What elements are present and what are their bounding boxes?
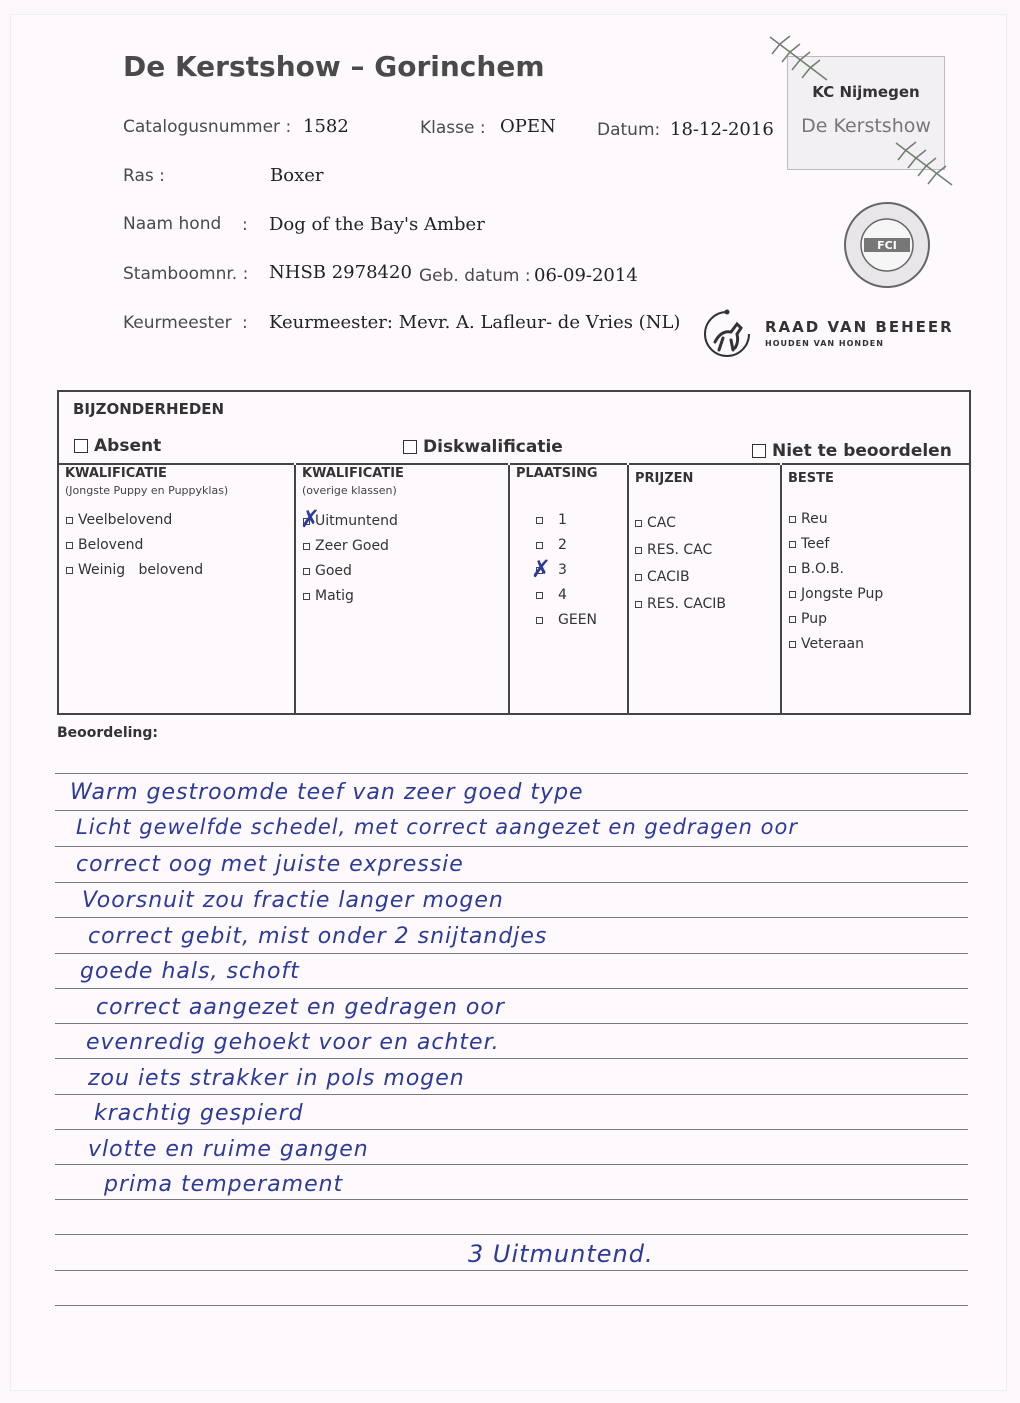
option-cacib[interactable]: CACIB bbox=[635, 569, 690, 585]
pine-branch-icon bbox=[888, 135, 958, 190]
option-pup[interactable]: Pup bbox=[789, 611, 827, 627]
kwalificatie-puppy-column bbox=[59, 465, 296, 715]
plaatsing-column bbox=[510, 465, 629, 715]
option-bob[interactable]: B.O.B. bbox=[789, 561, 844, 577]
ruled-line bbox=[55, 1305, 968, 1306]
breed-value: Boxer bbox=[270, 165, 324, 186]
handwritten-line: zou iets strakker in pols mogen bbox=[88, 1066, 465, 1091]
fci-text: FCI bbox=[877, 239, 897, 252]
ruled-line bbox=[55, 1023, 968, 1024]
option-matig[interactable]: Matig bbox=[303, 588, 354, 604]
date-value: 18-12-2016 bbox=[670, 119, 774, 140]
dog-name-value: Dog of the Bay's Amber bbox=[269, 214, 485, 235]
option-goed[interactable]: Goed bbox=[303, 563, 352, 579]
option-veelbelovend[interactable]: Veelbelovend bbox=[66, 512, 172, 528]
pedigree-value: NHSB 2978420 bbox=[269, 262, 412, 283]
handwritten-line: vlotte en ruime gangen bbox=[88, 1137, 369, 1162]
handwritten-result: 3 Uitmuntend. bbox=[468, 1240, 654, 1268]
option-veteraan[interactable]: Veteraan bbox=[789, 636, 864, 652]
option-weinig-belovend[interactable]: Weinig belovend bbox=[66, 562, 203, 578]
ruled-line bbox=[55, 1164, 968, 1165]
option-uitmuntend[interactable]: Uitmuntend bbox=[303, 513, 398, 529]
ruled-line bbox=[55, 1234, 968, 1235]
judge-value: Keurmeester: Mevr. A. Lafleur- de Vries (NL) bbox=[269, 312, 681, 333]
prijzen-column bbox=[629, 465, 782, 715]
ruled-line bbox=[55, 1058, 968, 1059]
fci-logo-icon bbox=[842, 200, 932, 290]
ruled-line bbox=[55, 1270, 968, 1271]
rvb-title: RAAD VAN BEHEER bbox=[765, 318, 954, 336]
handwritten-check-mark: ✗ bbox=[300, 505, 321, 533]
rvb-subtitle: HOUDEN VAN HONDEN bbox=[765, 339, 884, 348]
beste-column bbox=[782, 465, 969, 715]
diskwalificatie-checkbox[interactable] bbox=[403, 437, 563, 457]
ruled-line bbox=[55, 810, 968, 811]
handwritten-line: evenredig gehoekt voor en achter. bbox=[86, 1030, 500, 1055]
handwritten-line: correct aangezet en gedragen oor bbox=[96, 995, 505, 1020]
absent-checkbox[interactable] bbox=[74, 436, 161, 456]
logo-kc-text: KC Nijmegen bbox=[812, 83, 920, 101]
judge-label: Keurmeester bbox=[123, 313, 232, 333]
niet-beoordelen-label: Niet te beoordelen bbox=[772, 441, 952, 461]
ruled-line bbox=[55, 988, 968, 989]
option-zeer-goed[interactable]: Zeer Goed bbox=[303, 538, 389, 554]
catalog-label: Catalogusnummer : bbox=[123, 117, 292, 137]
handwritten-line: correct oog met juiste expressie bbox=[76, 852, 464, 877]
birth-date-value: 06-09-2014 bbox=[534, 265, 638, 286]
handwritten-line: Voorsnuit zou fractie langer mogen bbox=[82, 888, 504, 913]
handwritten-line: Licht gewelfde schedel, met correct aangezet en gedragen oor bbox=[76, 815, 798, 839]
option-cac[interactable]: CAC bbox=[635, 515, 676, 531]
beoordeling-label: Beoordeling: bbox=[57, 725, 159, 741]
ruled-line bbox=[55, 1094, 968, 1095]
dog-name-label: Naam hond bbox=[123, 214, 222, 234]
kwalificatie-overige-column bbox=[296, 465, 510, 715]
birth-date-label: Geb. datum : bbox=[419, 266, 531, 286]
ruled-line bbox=[55, 846, 968, 847]
class-label: Klasse : bbox=[420, 118, 486, 138]
catalog-value: 1582 bbox=[303, 116, 349, 137]
absent-label: Absent bbox=[94, 436, 162, 456]
ruled-line bbox=[55, 773, 968, 774]
option-place-2[interactable]: 2 bbox=[536, 537, 567, 553]
diskwalificatie-label: Diskwalificatie bbox=[423, 437, 563, 457]
checkbox-square bbox=[403, 440, 417, 454]
niet-beoordelen-checkbox[interactable] bbox=[752, 441, 952, 461]
checkbox-square bbox=[752, 444, 766, 458]
ruled-line bbox=[55, 953, 968, 954]
ruled-line bbox=[55, 1129, 968, 1130]
checkbox-square bbox=[74, 439, 88, 453]
class-value: OPEN bbox=[500, 116, 556, 137]
option-belovend[interactable]: Belovend bbox=[66, 537, 143, 553]
bijzonderheden-section bbox=[57, 390, 971, 715]
pine-branch-icon bbox=[765, 32, 835, 87]
option-teef[interactable]: Teef bbox=[789, 536, 829, 552]
column-header: PRIJZEN bbox=[635, 471, 694, 486]
handwritten-check-mark: ✗ bbox=[531, 555, 552, 583]
option-place-1[interactable]: 1 bbox=[536, 512, 567, 528]
option-jongste-pup[interactable]: Jongste Pup bbox=[789, 586, 883, 602]
option-place-geen[interactable]: GEEN bbox=[536, 612, 597, 628]
column-header: KWALIFICATIE bbox=[302, 466, 404, 481]
handwritten-line: correct gebit, mist onder 2 snijtandjes bbox=[88, 924, 548, 949]
date-label: Datum: bbox=[597, 120, 661, 140]
dog-name-colon: : bbox=[242, 215, 248, 235]
ruled-line bbox=[55, 882, 968, 883]
option-res-cac[interactable]: RES. CAC bbox=[635, 542, 712, 558]
column-header: BESTE bbox=[788, 471, 834, 486]
column-header: PLAATSING bbox=[516, 466, 598, 481]
handwritten-line: prima temperament bbox=[104, 1172, 344, 1197]
judge-colon: : bbox=[242, 313, 248, 333]
option-place-4[interactable]: 4 bbox=[536, 587, 567, 603]
option-res-cacib[interactable]: RES. CACIB bbox=[635, 596, 726, 612]
pedigree-label: Stamboomnr. : bbox=[123, 264, 249, 284]
handwritten-line: Warm gestroomde teef van zeer goed type bbox=[70, 780, 584, 805]
bijzonderheden-heading: BIJZONDERHEDEN bbox=[73, 400, 225, 418]
page-title: De Kerstshow – Gorinchem bbox=[123, 50, 545, 83]
handwritten-line: krachtig gespierd bbox=[94, 1101, 304, 1126]
ruled-line bbox=[55, 917, 968, 918]
option-place-3[interactable]: 3 bbox=[536, 562, 567, 578]
option-reu[interactable]: Reu bbox=[789, 511, 828, 527]
column-subheader: (overige klassen) bbox=[302, 484, 397, 497]
raad-van-beheer-dog-icon bbox=[701, 308, 753, 360]
ruled-line bbox=[55, 1199, 968, 1200]
handwritten-line: goede hals, schoft bbox=[80, 959, 300, 984]
breed-label: Ras : bbox=[123, 166, 165, 186]
logo-kerstshow-text: De Kerstshow bbox=[801, 115, 931, 137]
column-subheader: (Jongste Puppy en Puppyklas) bbox=[65, 484, 229, 497]
column-header: KWALIFICATIE bbox=[65, 466, 167, 481]
